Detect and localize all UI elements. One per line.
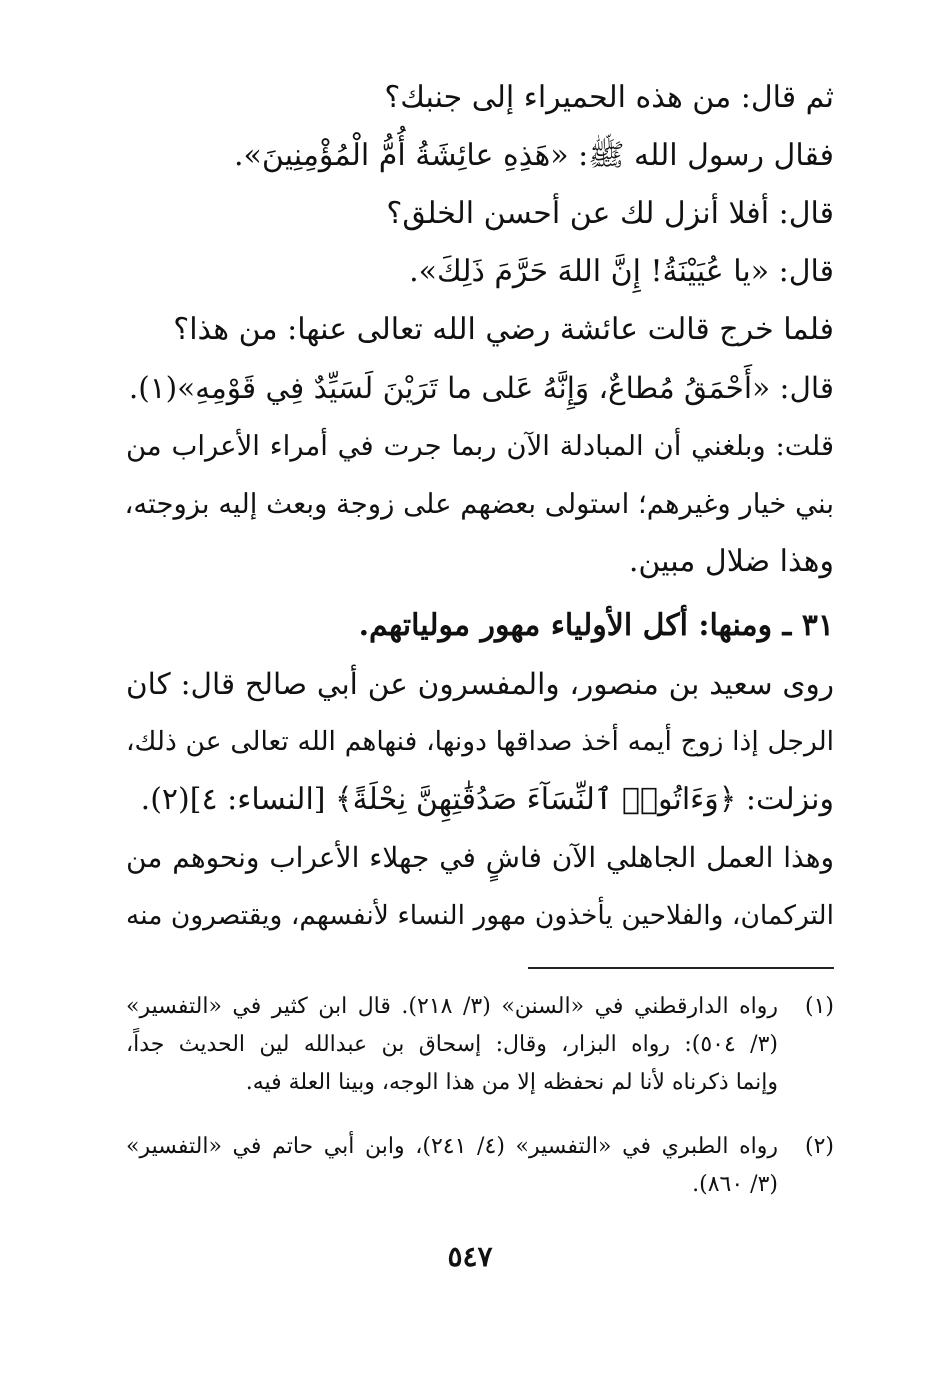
text-line: التركمان، والفلاحين يأخذون مهور النساء لأنفسهم، ويقتصرون منه: [126, 900, 834, 931]
footnote-2: [126, 1132, 834, 1202]
text-line: قال: «يا عُيَيْنَةُ! إِنَّ اللهَ حَرَّمَ ذَلِكَ».: [409, 254, 834, 289]
text-line: فلما خرج قالت عائشة رضي الله تعالى عنها: من هذا؟: [173, 312, 834, 347]
footnote-line: (٣/ ٥٠٤): رواه البزار، وقال: إسحاق بن عبدالله لين الحديث جداً،: [126, 1032, 778, 1057]
text-line: بني خيار وغيرهم؛ استولى بعضهم على زوجة وبعث إليه بزوجته،: [124, 488, 834, 520]
text-line: فقال رسول الله ﷺ: «هَذِهِ عائِشَةُ أُمُّ الْمُؤْمِنِينَ».: [234, 138, 834, 173]
footnote-line: وإنما ذكرناه لأنا لم نحفظه إلا من هذا الوجه، وبينا العلة فيه.: [245, 1070, 778, 1095]
footnote-separator: [528, 967, 834, 969]
page-number: ٥٤٧: [447, 1240, 493, 1273]
text-line: ونزلت: ﴿وَءَاتُوا۟ ٱلنِّسَآءَ صَدُقَٰتِهِنَّ نِحْلَةً﴾ [النساء: ٤](٢).: [140, 782, 834, 817]
text-line: وهذا ضلال مبين.: [628, 544, 834, 579]
text-line: قلت: وبلغني أن المبادلة الآن ربما جرت في أمراء الأعراب من: [126, 430, 834, 462]
main-text: [126, 78, 834, 578]
text-line: وهذا العمل الجاهلي الآن فاشٍ في جهلاء الأعراب ونحوهم من: [126, 841, 834, 874]
footnote-line: (٣/ ٨٦٠).: [692, 1172, 778, 1197]
text-line: ثم قال: من هذه الحميراء إلى جنبك؟: [384, 80, 834, 115]
section-heading: ٣١ ـ ومنها: أكل الأولياء مهور مولياتهم.: [358, 608, 834, 643]
footnote-number: (٢): [804, 1134, 834, 1159]
text-line: قال: «أَحْمَقُ مُطاعٌ، وَإِنَّهُ عَلى ما تَرَيْنَ لَسَيِّدٌ فِي قَوْمِهِ»(١).: [128, 371, 834, 405]
footnote-line: رواه الطبري في «التفسير» (٤/ ٢٤١)، وابن أبي حاتم في «التفسير»: [126, 1134, 779, 1159]
footnote-number: (١): [804, 994, 834, 1019]
footnote-1: [126, 992, 834, 1095]
text-line: قال: أفلا أنزل لك عن أحسن الخلق؟: [386, 196, 834, 231]
text-line: روى سعيد بن منصور، والمفسرون عن أبي صالح قال: كان: [126, 667, 834, 701]
footnote-line: رواه الدارقطني في «السنن» (٣/ ٢١٨). قال ابن كثير في «التفسير»: [126, 994, 778, 1019]
section: [126, 606, 834, 936]
text-line: الرجل إذا زوج أيمه أخذ صداقها دونها، فنهاهم الله تعالى عن ذلك،: [126, 726, 834, 757]
